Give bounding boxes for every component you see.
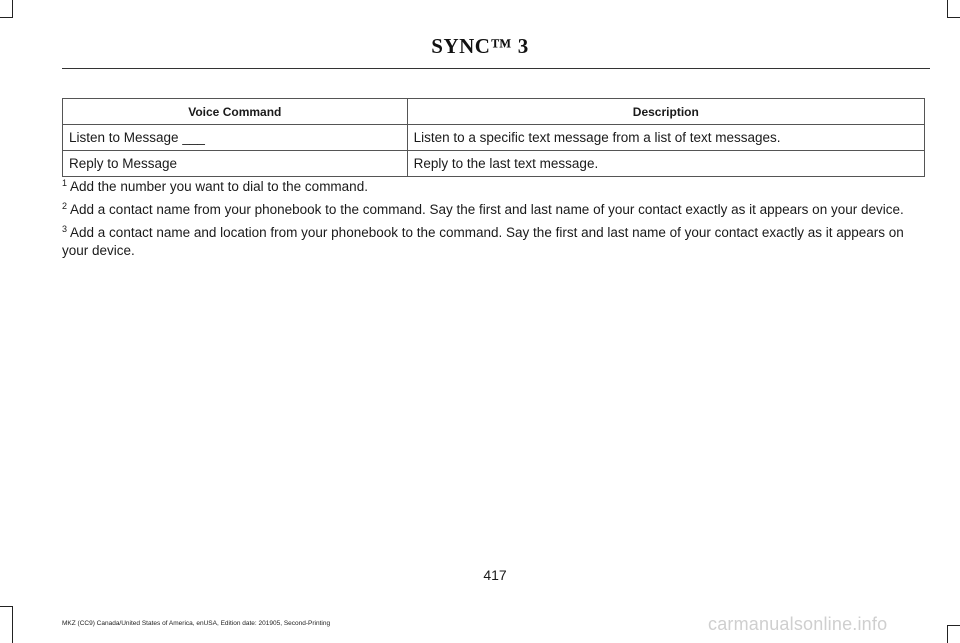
footnote-text: Add a contact name from your phonebook to the command. Say the first and last name of your contact exactly as it appears on your device.	[70, 202, 904, 217]
crop-mark	[12, 0, 13, 18]
footnote	[62, 178, 930, 196]
crop-mark	[947, 0, 948, 18]
footnote-marker: 2	[62, 201, 68, 211]
column-header-voice-command: Voice Command	[63, 99, 408, 125]
column-header-description: Description	[407, 99, 924, 125]
table-row	[63, 151, 925, 177]
page-number: 417	[483, 567, 507, 583]
footnote-text: Add the number you want to dial to the command.	[70, 179, 368, 194]
crop-mark	[947, 17, 960, 18]
footnote-marker: 3	[62, 224, 68, 234]
voice-command-cell: Listen to Message ___	[63, 125, 408, 151]
crop-mark	[0, 606, 13, 607]
footnote-text: Add a contact name and location from your phonebook to the command. Say the first and last name of your contact exactly as it appears on your device.	[62, 225, 904, 258]
footnotes	[62, 178, 930, 265]
description-cell: Reply to the last text message.	[407, 151, 924, 177]
description-cell: Listen to a specific text message from a list of text messages.	[407, 125, 924, 151]
footnote-marker: 1	[62, 178, 68, 188]
voice-command-table	[62, 98, 925, 177]
edition-footer: MKZ (CC9) Canada/United States of America, enUSA, Edition date: 201905, Second-Printing	[62, 620, 331, 627]
footnote	[62, 224, 930, 260]
crop-mark	[947, 625, 948, 643]
table-row	[63, 125, 925, 151]
header-divider	[62, 68, 930, 69]
table-header-row	[63, 99, 925, 125]
crop-mark	[947, 625, 960, 626]
page-title: SYNC™ 3	[431, 34, 529, 58]
footnote	[62, 201, 930, 219]
crop-mark	[0, 17, 13, 18]
watermark: carmanualsonline.info	[708, 614, 888, 634]
crop-mark	[12, 606, 13, 643]
voice-command-cell: Reply to Message	[63, 151, 408, 177]
